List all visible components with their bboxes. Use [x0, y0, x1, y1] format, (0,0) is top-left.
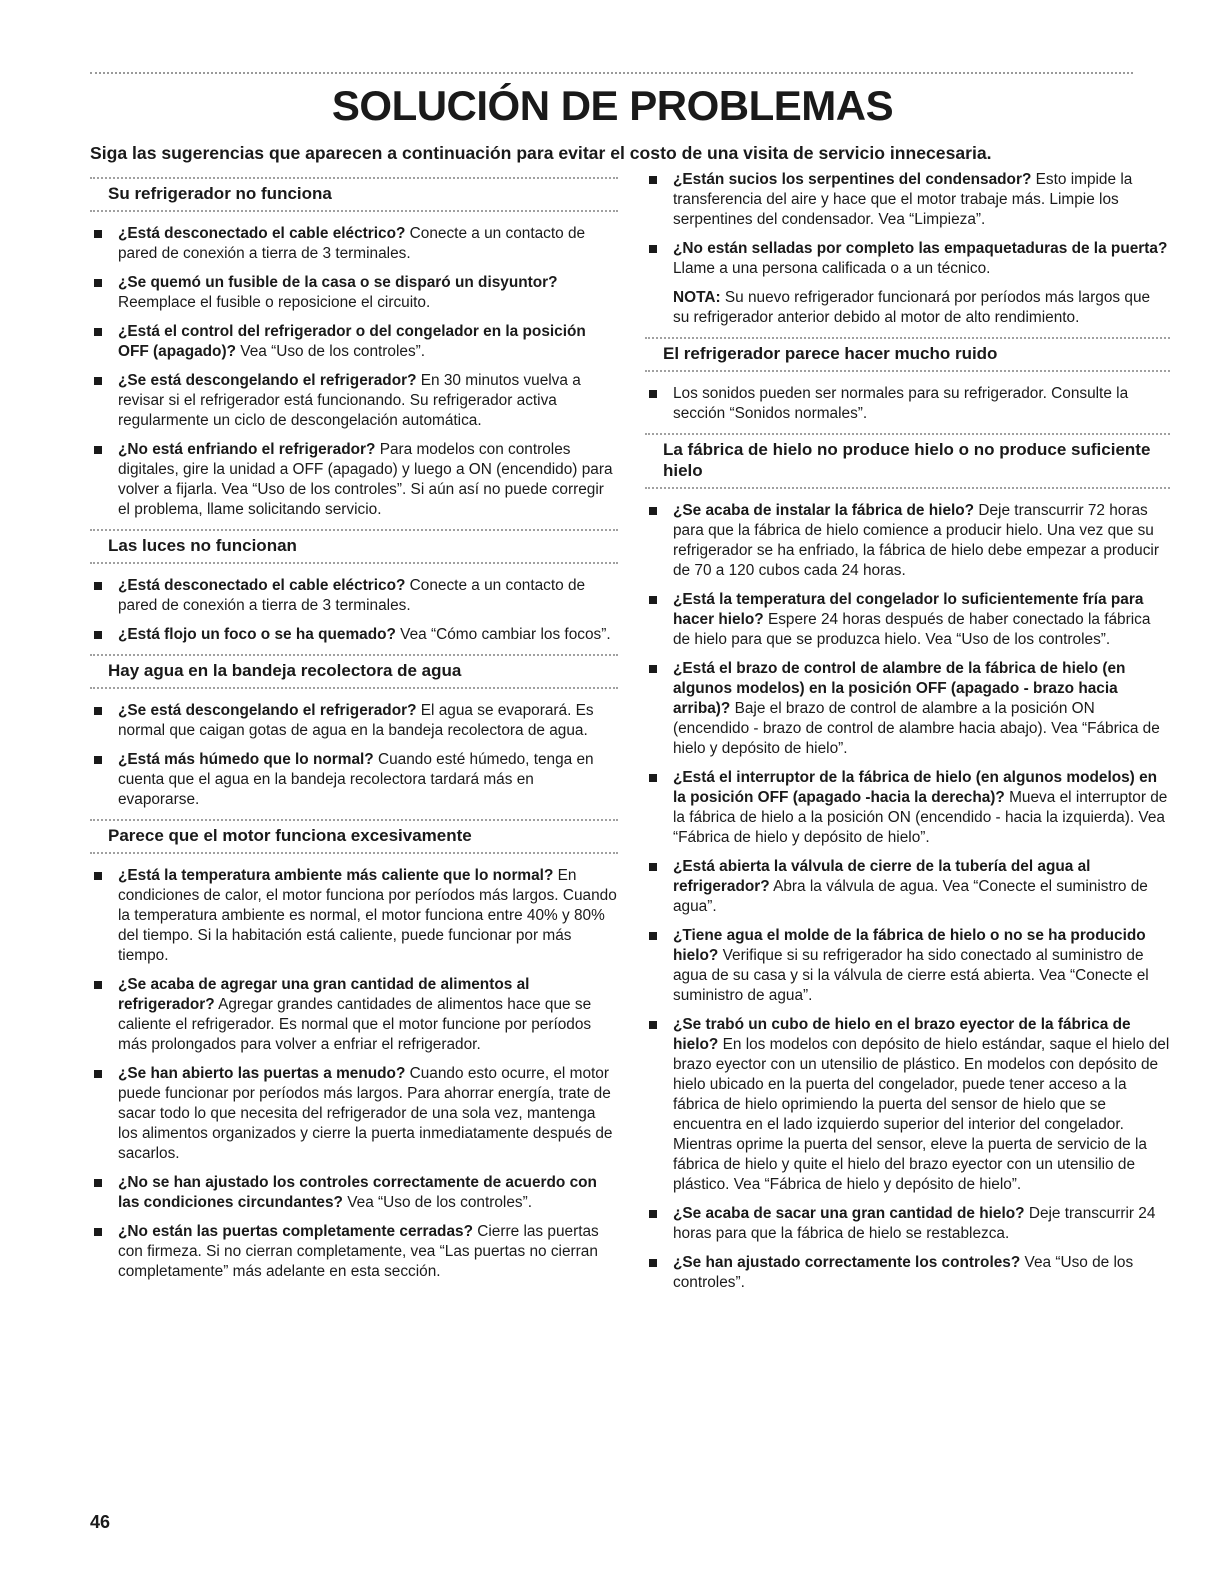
- note: [673, 288, 1170, 328]
- section-items: [645, 384, 1170, 424]
- left-column: [90, 170, 618, 1291]
- right-sections: [645, 337, 1170, 1293]
- list-item: [90, 273, 618, 313]
- answer: Deje transcurrir 72 horas para que la fábrica de hielo comience a producir hielo. Una vez que su refrigerador se ha enfriado, la fábrica de hielo debe empezar a producir de 70 a 120 cubos cada 24 horas.: [673, 502, 1159, 579]
- answer: Vea “Cómo cambiar los focos”.: [395, 626, 611, 643]
- question: ¿Tiene agua el molde de la fábrica de hielo o no se ha producido hielo?: [673, 927, 1146, 964]
- list-item: [90, 866, 618, 966]
- list-item: [645, 1015, 1170, 1195]
- answer: Cuando esto ocurre, el motor puede funcionar por períodos más largos. Para ahorrar energía, trate de sacar todo lo que necesita del refrigerador de una sola vez, mantenga los alimentos organizados y cierre la puerta inmediatamente después de sacarlos.: [118, 1065, 613, 1162]
- answer: Agregar grandes cantidades de alimentos hace que se caliente el refrigerador. Es normal que el motor funcione por períodos más prolongados para volver a enfriar el refrigerador.: [118, 996, 592, 1053]
- list-item: [90, 371, 618, 431]
- list-item: [645, 239, 1170, 279]
- answer: Baje el brazo de control de alambre a la posición ON (encendido - brazo de control de alambre hacia abajo). Vea “Fábrica de hielo y depósito de hielo”.: [673, 700, 1160, 757]
- list-item: [90, 576, 618, 616]
- question: ¿Está el brazo de control de alambre de la fábrica de hielo (en algunos modelos) en la posición OFF (apagado - brazo hacia arriba)?: [673, 660, 1126, 717]
- list-item: [645, 384, 1170, 424]
- question: ¿Se han ajustado correctamente los controles?: [673, 1254, 1021, 1271]
- list-item: [90, 701, 618, 741]
- question: ¿Se acaba de instalar la fábrica de hielo?: [673, 502, 975, 519]
- answer: Esto impide la transferencia del aire y hace que el motor trabaje más. Limpie los serpentines del condensador. Vea “Limpieza”.: [673, 171, 1133, 228]
- question: ¿No está enfriando el refrigerador?: [118, 441, 376, 458]
- question: ¿No están selladas por completo las empaquetaduras de la puerta?: [673, 240, 1168, 257]
- answer: Vea “Uso de los controles”.: [236, 343, 426, 360]
- list-item: [90, 625, 618, 645]
- question: ¿Está más húmedo que lo normal?: [118, 751, 374, 768]
- top-rule: [90, 72, 1133, 74]
- section-items: [645, 501, 1170, 1293]
- question: ¿Está la temperatura ambiente más caliente que lo normal?: [118, 867, 554, 884]
- list-item: [645, 768, 1170, 848]
- answer: Verifique si su refrigerador ha sido conectado al suministro de agua de su casa y si la válvula de cierre está abierta. Vea “Conecte el suministro de agua”.: [673, 947, 1149, 1004]
- answer: Conecte a un contacto de pared de conexión a tierra de 3 terminales.: [118, 225, 586, 262]
- right-column: [645, 170, 1170, 1302]
- list-item: [645, 926, 1170, 1006]
- question: ¿No se han ajustado los controles correctamente de acuerdo con las condiciones circundantes?: [118, 1174, 597, 1211]
- answer: Abra la válvula de agua. Vea “Conecte el suministro de agua”.: [673, 878, 1148, 915]
- question: ¿Está el interruptor de la fábrica de hielo (en algunos modelos) en la posición OFF (apagado -hacia la derecha)?: [673, 769, 1158, 806]
- intro-text: Siga las sugerencias que aparecen a continuación para evitar el costo de una visita de servicio innecesaria.: [90, 143, 992, 163]
- answer: En condiciones de calor, el motor funciona por períodos más largos. Cuando la temperatura ambiente es normal, el motor funciona entre 40% y 80% del tiempo. Si la habitación está caliente, puede funcionar por más tiempo.: [118, 867, 617, 964]
- list-item: [90, 322, 618, 362]
- page-number: 46: [90, 1512, 111, 1532]
- question: ¿Se está descongelando el refrigerador?: [118, 372, 417, 389]
- list-item: [645, 501, 1170, 581]
- answer: Los sonidos pueden ser normales para su refrigerador. Consulte la sección “Sonidos normales”.: [673, 385, 1129, 422]
- section-heading: Las luces no funcionan: [90, 529, 618, 564]
- section-items: [90, 866, 618, 1282]
- list-item: [90, 440, 618, 520]
- list-item: [90, 975, 618, 1055]
- question: ¿Está abierta la válvula de cierre de la tubería del agua al refrigerador?: [673, 858, 1091, 895]
- question: ¿Se acaba de agregar una gran cantidad de alimentos al refrigerador?: [118, 976, 530, 1013]
- question: ¿Se trabó un cubo de hielo en el brazo eyector de la fábrica de hielo?: [673, 1016, 1131, 1053]
- answer: Reemplace el fusible o reposicione el circuito.: [118, 294, 431, 311]
- list-item: [645, 170, 1170, 230]
- list-item: [90, 1064, 618, 1164]
- answer: En 30 minutos vuelva a revisar si el refrigerador está funcionando. Su refrigerador activa regularmente un ciclo de descongelación automática.: [118, 372, 581, 429]
- answer: El agua se evaporará. Es normal que caigan gotas de agua en la bandeja recolectora de agua.: [118, 702, 594, 739]
- question: ¿Está desconectado el cable eléctrico?: [118, 225, 406, 242]
- section-heading: El refrigerador parece hacer mucho ruido: [645, 337, 1170, 372]
- list-item: [645, 590, 1170, 650]
- list-item: [645, 659, 1170, 759]
- condenser-items: [645, 170, 1170, 279]
- answer: Deje transcurrir 24 horas para que la fábrica de hielo se restablezca.: [673, 1205, 1156, 1242]
- question: ¿Está flojo un foco o se ha quemado?: [118, 626, 396, 643]
- question: ¿Se está descongelando el refrigerador?: [118, 702, 417, 719]
- question: ¿Está la temperatura del congelador lo suficientemente fría para hacer hielo?: [673, 591, 1144, 628]
- section-heading: Hay agua en la bandeja recolectora de agua: [90, 654, 618, 689]
- answer: Para modelos con controles digitales, gire la unidad a OFF (apagado) y luego a ON (encendido) para volver a fijarla. Vea “Uso de los controles”. Si aún así no puede corregir el problema, llame solicitando servicio.: [118, 441, 613, 518]
- list-item: [90, 1173, 618, 1213]
- section-items: [90, 224, 618, 520]
- question: ¿Se han abierto las puertas a menudo?: [118, 1065, 406, 1082]
- answer: Vea “Uso de los controles”.: [673, 1254, 1134, 1291]
- answer: Llame a una persona calificada o a un técnico.: [673, 260, 991, 277]
- answer: En los modelos con depósito de hielo estándar, saque el hielo del brazo eyector con un utensilio de plástico. En modelos con depósito de hielo ubicado en la puerta del congelador, puede tener acceso a la fábrica de hielo oprimiendo la puerta del sensor de hielo que se encuentra en el lado izquierdo superior del interior del congelador. Mientras oprime la puerta del sensor, eleve la puerta de servicio de la fábrica de hielo y quite el hielo del brazo eyector con un utensilio de plástico. Vea “Fábrica de hielo y depósito de hielo”.: [673, 1036, 1170, 1193]
- list-item: [645, 1204, 1170, 1244]
- list-item: [90, 1222, 618, 1282]
- page-title: SOLUCIÓN DE PROBLEMAS: [331, 82, 894, 129]
- answer: Conecte a un contacto de pared de conexión a tierra de 3 terminales.: [118, 577, 586, 614]
- section-items: [90, 701, 618, 810]
- question: ¿Está el control del refrigerador o del congelador en la posición OFF (apagado)?: [118, 323, 586, 360]
- list-item: [645, 1253, 1170, 1293]
- section-items: [90, 576, 618, 645]
- list-item: [90, 750, 618, 810]
- list-item: [645, 857, 1170, 917]
- note-label: NOTA:: [673, 289, 721, 306]
- section-heading: Su refrigerador no funciona: [90, 177, 618, 212]
- answer: Cuando esté húmedo, tenga en cuenta que el agua en la bandeja recolectora tardará más en evaporarse.: [118, 751, 594, 808]
- answer: Vea “Uso de los controles”.: [342, 1194, 533, 1211]
- question: ¿Están sucios los serpentines del condensador?: [673, 171, 1032, 188]
- question: ¿No están las puertas completamente cerradas?: [118, 1223, 473, 1240]
- note-text: Su nuevo refrigerador funcionará por períodos más largos que su refrigerador anterior debido al motor de alto rendimiento.: [673, 289, 1151, 326]
- section-heading: Parece que el motor funciona excesivamente: [90, 819, 618, 854]
- question: ¿Está desconectado el cable eléctrico?: [118, 577, 406, 594]
- answer: Cierre las puertas con firmeza. Si no cierran completamente, vea “Las puertas no cierran completamente” más adelante en esta sección.: [118, 1223, 599, 1280]
- list-item: [90, 224, 618, 264]
- question: ¿Se acaba de sacar una gran cantidad de hielo?: [673, 1205, 1025, 1222]
- answer: Espere 24 horas después de haber conectado la fábrica de hielo para que se produzca hielo. Vea “Uso de los controles”.: [673, 611, 1151, 648]
- section-heading: La fábrica de hielo no produce hielo o no produce suficiente hielo: [645, 433, 1170, 489]
- answer: Mueva el interruptor de la fábrica de hielo a la posición ON (encendido - hacia la izquierda). Vea “Fábrica de hielo y depósito de hielo”.: [673, 789, 1168, 846]
- question: ¿Se quemó un fusible de la casa o se disparó un disyuntor?: [118, 274, 558, 291]
